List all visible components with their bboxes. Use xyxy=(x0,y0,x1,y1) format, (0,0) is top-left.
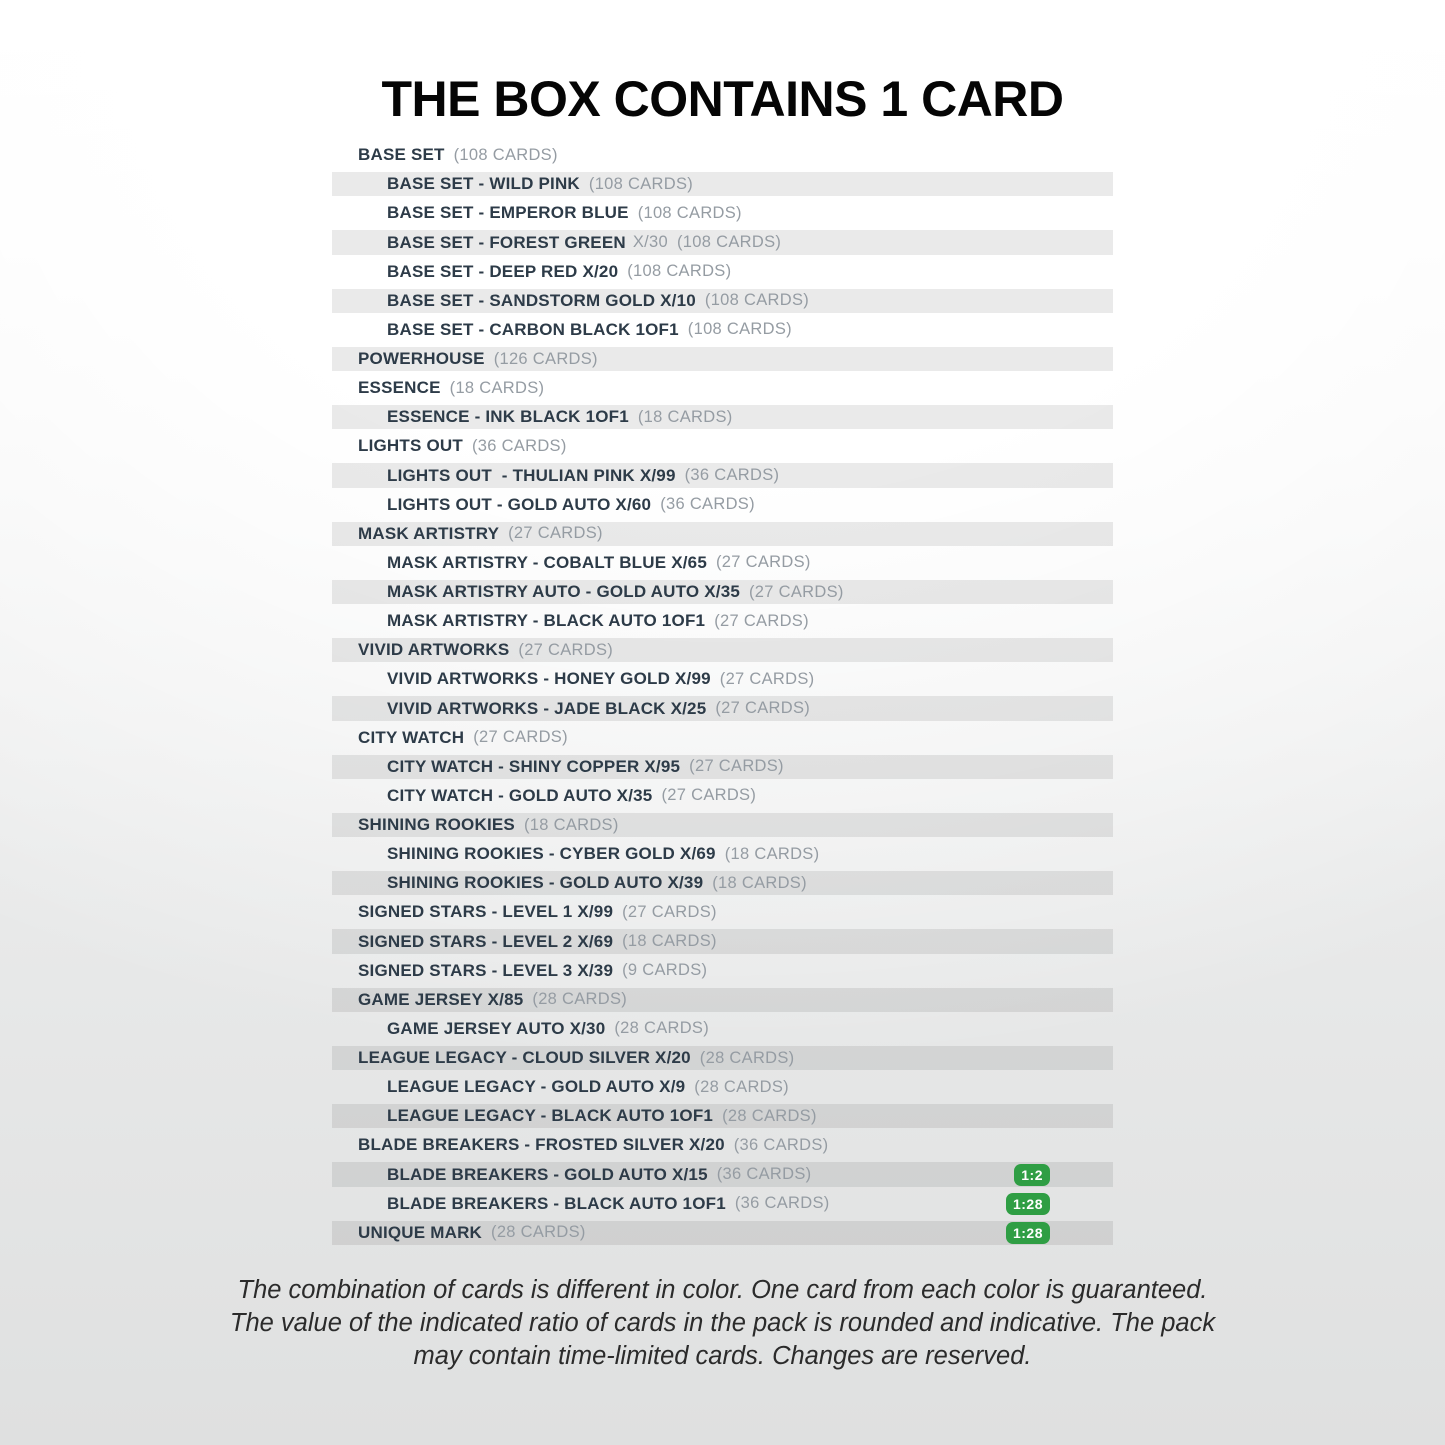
card-set-row xyxy=(332,667,1113,691)
set-name: SIGNED STARS - LEVEL 1 X/99 xyxy=(358,902,614,922)
card-set-row xyxy=(332,318,1113,342)
page-title: THE BOX CONTAINS 1 CARD xyxy=(381,71,1064,127)
ratio-badge: 1:28 xyxy=(1006,1193,1050,1215)
card-set-row xyxy=(332,726,1113,750)
ratio-badge: 1:28 xyxy=(1006,1222,1050,1244)
set-card-count: (108 CARDS) xyxy=(453,145,558,164)
card-set-row xyxy=(332,1221,1113,1245)
set-name: POWERHOUSE xyxy=(358,349,485,369)
card-set-row xyxy=(332,580,1113,604)
set-card-count: (28 CARDS) xyxy=(614,1019,710,1038)
set-name: SIGNED STARS - LEVEL 2 X/69 xyxy=(358,931,614,951)
set-card-count: (18 CARDS) xyxy=(712,873,807,892)
card-set-row xyxy=(332,609,1113,633)
set-card-count: (36 CARDS) xyxy=(716,1165,812,1184)
set-name: BASE SET - CARBON BLACK 1OF1 xyxy=(387,319,679,339)
set-name: BLADE BREAKERS - GOLD AUTO X/15 xyxy=(387,1164,708,1184)
footer-line: may contain time-limited cards. Changes are reserved. xyxy=(413,1342,1032,1370)
set-name: BLADE BREAKERS - FROSTED SILVER X/20 xyxy=(358,1135,725,1155)
set-card-count: (126 CARDS) xyxy=(493,349,598,368)
set-card-count: (27 CARDS) xyxy=(715,553,811,572)
set-name: LIGHTS OUT - THULIAN PINK X/99 xyxy=(387,465,676,485)
set-name: MASK ARTISTRY AUTO - GOLD AUTO X/35 xyxy=(387,582,741,602)
set-card-count: (27 CARDS) xyxy=(715,699,811,718)
set-card-count: (18 CARDS) xyxy=(637,407,733,426)
card-set-row xyxy=(332,201,1113,225)
card-set-row xyxy=(332,929,1113,953)
set-card-count: (108 CARDS) xyxy=(588,174,694,193)
card-set-row xyxy=(332,871,1113,895)
card-set-row xyxy=(332,1046,1113,1070)
set-name: MASK ARTISTRY xyxy=(358,523,500,543)
set-card-count: (28 CARDS) xyxy=(491,1223,586,1242)
set-name: BASE SET - EMPEROR BLUE xyxy=(387,203,629,223)
ratio-badge: 1:2 xyxy=(1014,1164,1050,1186)
set-card-count: (9 CARDS) xyxy=(622,961,708,980)
set-name: GAME JERSEY AUTO X/30 xyxy=(387,1018,606,1038)
set-card-count: (27 CARDS) xyxy=(689,757,784,776)
set-name: BASE SET - FOREST GREEN xyxy=(387,232,626,252)
set-name: SHINING ROOKIES - GOLD AUTO X/39 xyxy=(387,873,704,893)
set-variant-suffix: X/30 xyxy=(632,233,669,252)
set-name: VIVID ARTWORKS xyxy=(358,640,510,660)
set-name: BASE SET - WILD PINK xyxy=(387,174,580,194)
footer-line: The combination of cards is different in color. One card from each color is guaranteed. xyxy=(237,1276,1208,1304)
footer-line: The value of the indicated ratio of cards in the pack is rounded and indicative. The pack xyxy=(229,1309,1216,1337)
card-set-row xyxy=(332,172,1113,196)
set-name: SIGNED STARS - LEVEL 3 X/39 xyxy=(358,960,614,980)
card-set-row xyxy=(332,988,1113,1012)
set-card-count: (18 CARDS) xyxy=(622,932,717,951)
set-card-count: (28 CARDS) xyxy=(722,1106,817,1125)
set-card-count: (27 CARDS) xyxy=(473,728,568,747)
set-card-count: (27 CARDS) xyxy=(508,524,603,543)
set-name: BASE SET - DEEP RED X/20 xyxy=(387,261,619,281)
set-card-count: (108 CARDS) xyxy=(677,233,782,252)
card-set-row xyxy=(332,755,1113,779)
card-set-row xyxy=(332,260,1113,284)
set-card-count: (36 CARDS) xyxy=(684,466,780,485)
card-set-row xyxy=(332,813,1113,837)
card-set-row xyxy=(332,1017,1113,1041)
set-card-count: (27 CARDS) xyxy=(714,611,809,630)
set-name: BASE SET xyxy=(358,145,445,165)
set-name: VIVID ARTWORKS - HONEY GOLD X/99 xyxy=(387,669,711,689)
set-card-count: (27 CARDS) xyxy=(719,669,815,688)
card-set-row xyxy=(332,347,1113,371)
set-card-count: (108 CARDS) xyxy=(687,320,792,339)
set-name: CITY WATCH xyxy=(358,727,465,747)
card-set-row xyxy=(332,522,1113,546)
set-card-count: (18 CARDS) xyxy=(523,815,619,834)
card-set-row xyxy=(332,1192,1113,1216)
card-set-row xyxy=(332,434,1113,458)
set-card-count: (27 CARDS) xyxy=(518,640,614,659)
set-card-count: (108 CARDS) xyxy=(627,262,732,281)
set-card-count: (27 CARDS) xyxy=(749,582,844,601)
card-set-row xyxy=(332,1162,1113,1186)
card-set-row xyxy=(332,551,1113,575)
card-set-row xyxy=(332,900,1113,924)
set-name: LEAGUE LEGACY - GOLD AUTO X/9 xyxy=(387,1077,686,1097)
set-name: CITY WATCH - GOLD AUTO X/35 xyxy=(387,785,653,805)
card-set-row xyxy=(332,143,1113,167)
set-name: GAME JERSEY X/85 xyxy=(358,989,524,1009)
set-card-count: (36 CARDS) xyxy=(734,1194,830,1213)
card-set-row xyxy=(332,1075,1113,1099)
set-card-count: (27 CARDS) xyxy=(622,902,717,921)
set-name: BASE SET - SANDSTORM GOLD X/10 xyxy=(387,290,696,310)
set-name: MASK ARTISTRY - BLACK AUTO 1OF1 xyxy=(387,611,706,631)
set-card-count: (28 CARDS) xyxy=(532,990,628,1009)
card-set-row xyxy=(332,1104,1113,1128)
set-card-count: (28 CARDS) xyxy=(694,1077,789,1096)
set-name: SHINING ROOKIES - CYBER GOLD X/69 xyxy=(387,844,716,864)
set-name: UNIQUE MARK xyxy=(358,1222,483,1242)
footer-note xyxy=(0,1274,1445,1373)
set-card-count: (108 CARDS) xyxy=(637,203,742,222)
set-name: LIGHTS OUT xyxy=(358,436,463,456)
set-name: ESSENCE xyxy=(358,378,441,398)
set-name: BLADE BREAKERS - BLACK AUTO 1OF1 xyxy=(387,1193,726,1213)
card-set-row xyxy=(332,784,1113,808)
card-set-row xyxy=(332,405,1113,429)
card-set-row xyxy=(332,959,1113,983)
set-name: LEAGUE LEGACY - BLACK AUTO 1OF1 xyxy=(387,1106,714,1126)
set-card-count: (108 CARDS) xyxy=(704,291,810,310)
set-name: VIVID ARTWORKS - JADE BLACK X/25 xyxy=(387,698,707,718)
set-card-count: (36 CARDS) xyxy=(733,1135,829,1154)
card-set-row xyxy=(332,376,1113,400)
card-set-row xyxy=(332,493,1113,517)
set-card-count: (36 CARDS) xyxy=(660,495,755,514)
set-name: MASK ARTISTRY - COBALT BLUE X/65 xyxy=(387,552,707,572)
card-set-row xyxy=(332,842,1113,866)
set-name: SHINING ROOKIES xyxy=(358,815,515,835)
set-card-count: (36 CARDS) xyxy=(471,436,567,455)
card-set-row xyxy=(332,1133,1113,1157)
set-name: LEAGUE LEGACY - CLOUD SILVER X/20 xyxy=(358,1048,691,1068)
card-set-list xyxy=(332,141,1113,1248)
set-card-count: (28 CARDS) xyxy=(699,1048,795,1067)
set-name: LIGHTS OUT - GOLD AUTO X/60 xyxy=(387,494,652,514)
set-card-count: (18 CARDS) xyxy=(724,844,820,863)
card-set-row xyxy=(332,638,1113,662)
card-set-row xyxy=(332,463,1113,487)
card-set-row xyxy=(332,289,1113,313)
card-set-row xyxy=(332,696,1113,720)
set-name: ESSENCE - INK BLACK 1OF1 xyxy=(387,407,629,427)
set-card-count: (18 CARDS) xyxy=(449,378,545,397)
set-card-count: (27 CARDS) xyxy=(661,786,757,805)
set-name: CITY WATCH - SHINY COPPER X/95 xyxy=(387,756,681,776)
card-set-row xyxy=(332,230,1113,254)
